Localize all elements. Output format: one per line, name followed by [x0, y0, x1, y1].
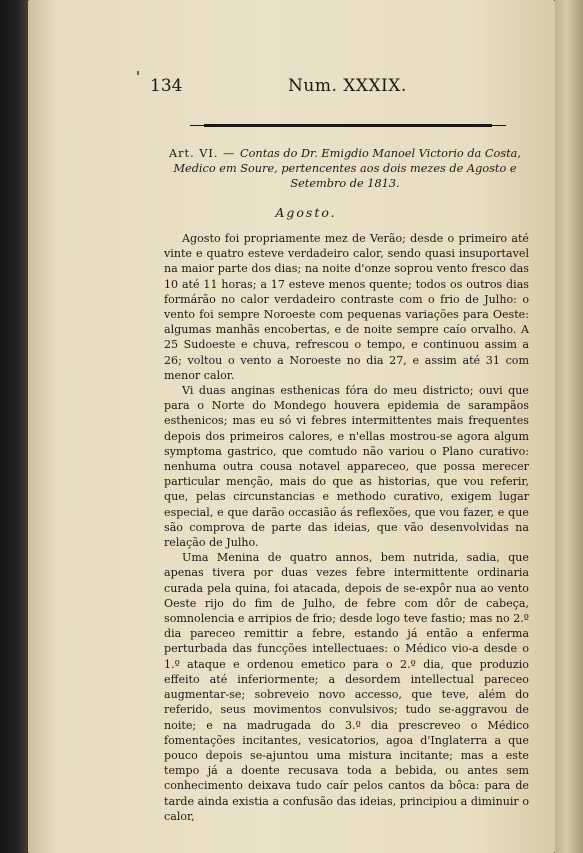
page-number: 134 — [150, 76, 183, 96]
issue-number: Num. XXXIX. — [288, 76, 407, 96]
header-rule — [204, 124, 492, 127]
section-subheading: Agosto. — [275, 205, 337, 220]
paragraph-1: Agosto foi propriamente mez de Verão; desde o primeiro até vinte e quatro esteve verdadeiro calor, sendo quasi insuportavel na maior parte dos dias; na noite d'onze soprou vento fresco das 10 até 11 horas; a 17 esteve menos quente; todos os outros dias formárão no calor verdadeiro contraste com o frio de Julho: o vento foi sempre Noroeste com pequenas variações para Oeste: algumas manhãs encobertas, e de noite sempre caío orvalho. A 25 Sudoeste e chuva, refrescou o tempo, e continuou assim a 26; voltou o vento a Noroeste no dia 27, e assim até 31 com menor calor. — [164, 232, 529, 382]
book-spine-shadow — [0, 0, 30, 853]
paragraph-2: Vi duas anginas esthenicas fóra do meu districto; ouvi que para o Norte do Mondego houvera epidemia de sarampãos esthenicos; mas eu só vi febres intermittentes mais frequentes depois dos primeiros calores, e n'ellas mostrou-se agora algum symptoma gastrico, que comtudo não variou o Plano curativo: nenhuma outra cousa notavel appareceo, que possa merecer particular menção, mais do que as historias, que vou referir, que, pelas circunstancias e methodo curativo, exigem lugar especial, e que darão occasião ás reflexões, que vou fazer, e que são comprova de parte das ideias, que vão desenvolvidas na relação de Julho. — [164, 384, 529, 550]
running-header — [136, 68, 536, 100]
article-body — [164, 231, 529, 824]
paragraph-3: Uma Menina de quatro annos, bem nutrida, sadia, que apenas tivera por duas vezes febre intermittente ordinaria curada pela quina, foi atacada, depois de se-expôr nua ao vento Oeste rijo do fim de Julho, de febre com dôr de cabeça, somnolencia e arripios de frio; desde logo teve fastio; mas no 2.º dia pareceo remittir a febre, estando já então a enferma perturbada das funcções intellectuaes: o Médico vio-a desde o 1.º ataque e ordenou emetico para o 2.º dia, que produzio effeito até inferiormente; a desordem intellectual pareceo augmentar-se; sobreveio novo accesso, que teve, além do referido, seus movimentos convulsivos; tudo se-aggravou de noite; e na madrugada do 3.º dia prescreveo o Médico fomentações incitantes, vesicatorios, agoa d'Inglaterra a que pouco depois se-ajuntou uma mistura incitante; mas a este tempo já a doente recusava toda a bebida, ou antes sem conhecimento deixava tudo caír pelos cantos da bôca: para de tarde ainda existia a confusão das ideias, principiou a diminuir o calor, — [164, 551, 529, 823]
article-title-line-2: Medico em Soure, pertencentes aos dois mezes de Agosto e — [173, 162, 517, 175]
article-title-line-3: Setembro de 1813. — [290, 177, 400, 190]
article-number: Art. VI. — — [168, 147, 240, 160]
page-edges — [555, 0, 583, 853]
page-number-mark: ' — [136, 68, 141, 86]
article-title-line-1: Contas do Dr. Emigdio Manoel Victorio da Costa, — [239, 147, 521, 160]
article-heading — [160, 146, 530, 191]
article-heading-line-1 — [160, 146, 530, 161]
